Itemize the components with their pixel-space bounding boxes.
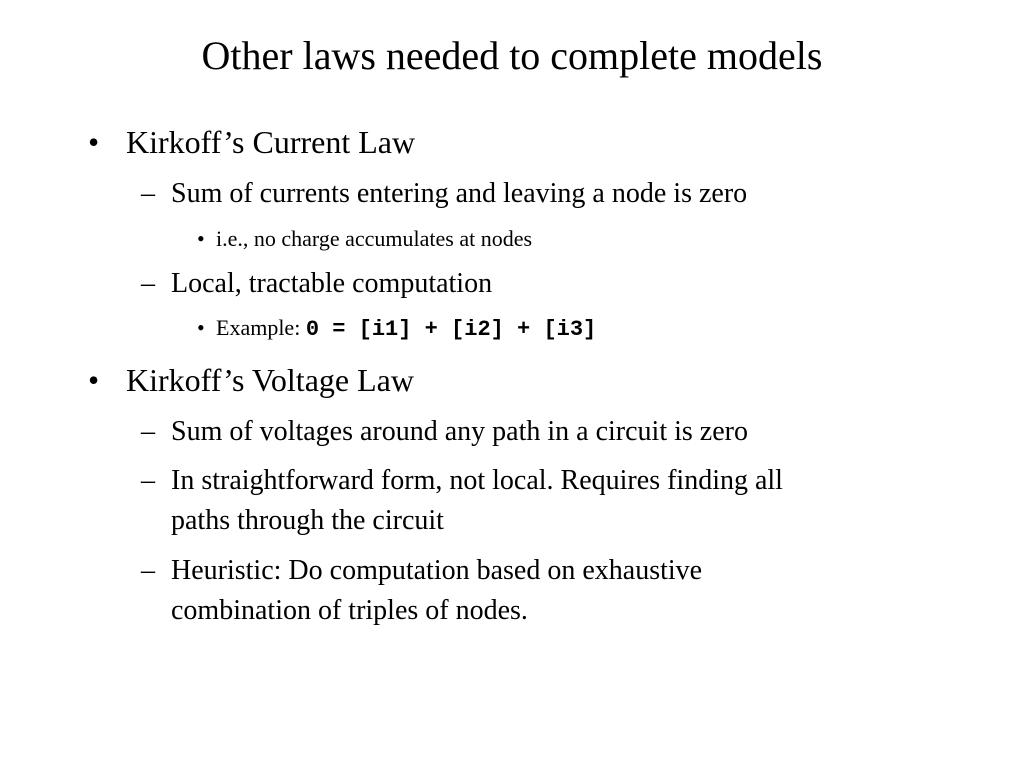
subitem-sum-of-voltages: Sum of voltages around any path in a circuit is zero [171,416,748,447]
bullet-marker: • [88,362,100,398]
dash-marker: – [141,268,155,299]
bullet-kirkoff-voltage-law: Kirkoff’s Voltage Law [126,362,414,398]
subitem-not-local-line1: In straightforward form, not local. Requires finding all [171,465,783,496]
dash-marker: – [141,465,155,496]
example-label: Example: [216,315,306,340]
bullet-kirkoff-current-law: Kirkoff’s Current Law [126,124,416,160]
bullet-marker: • [88,124,100,160]
subsubitem-no-charge: i.e., no charge accumulates at nodes [216,226,533,251]
subitem-sum-of-currents: Sum of currents entering and leaving a node is zero [171,178,748,209]
dash-marker: – [141,416,155,447]
dash-marker: – [141,555,155,586]
dash-marker: – [141,178,155,209]
subbullet-marker: • [197,315,205,340]
subsubitem-example [216,315,596,343]
subitem-heuristic-line2: combination of triples of nodes. [171,595,528,626]
subbullet-marker: • [197,226,205,251]
subitem-local-tractable: Local, tractable computation [171,268,493,299]
slide-title: Other laws needed to complete models [201,33,823,78]
example-equation-code: 0 = [i1] + [i2] + [i3] [305,317,597,342]
subitem-not-local-line2: paths through the circuit [171,505,444,536]
subitem-heuristic-line1: Heuristic: Do computation based on exhaustive [171,555,703,586]
